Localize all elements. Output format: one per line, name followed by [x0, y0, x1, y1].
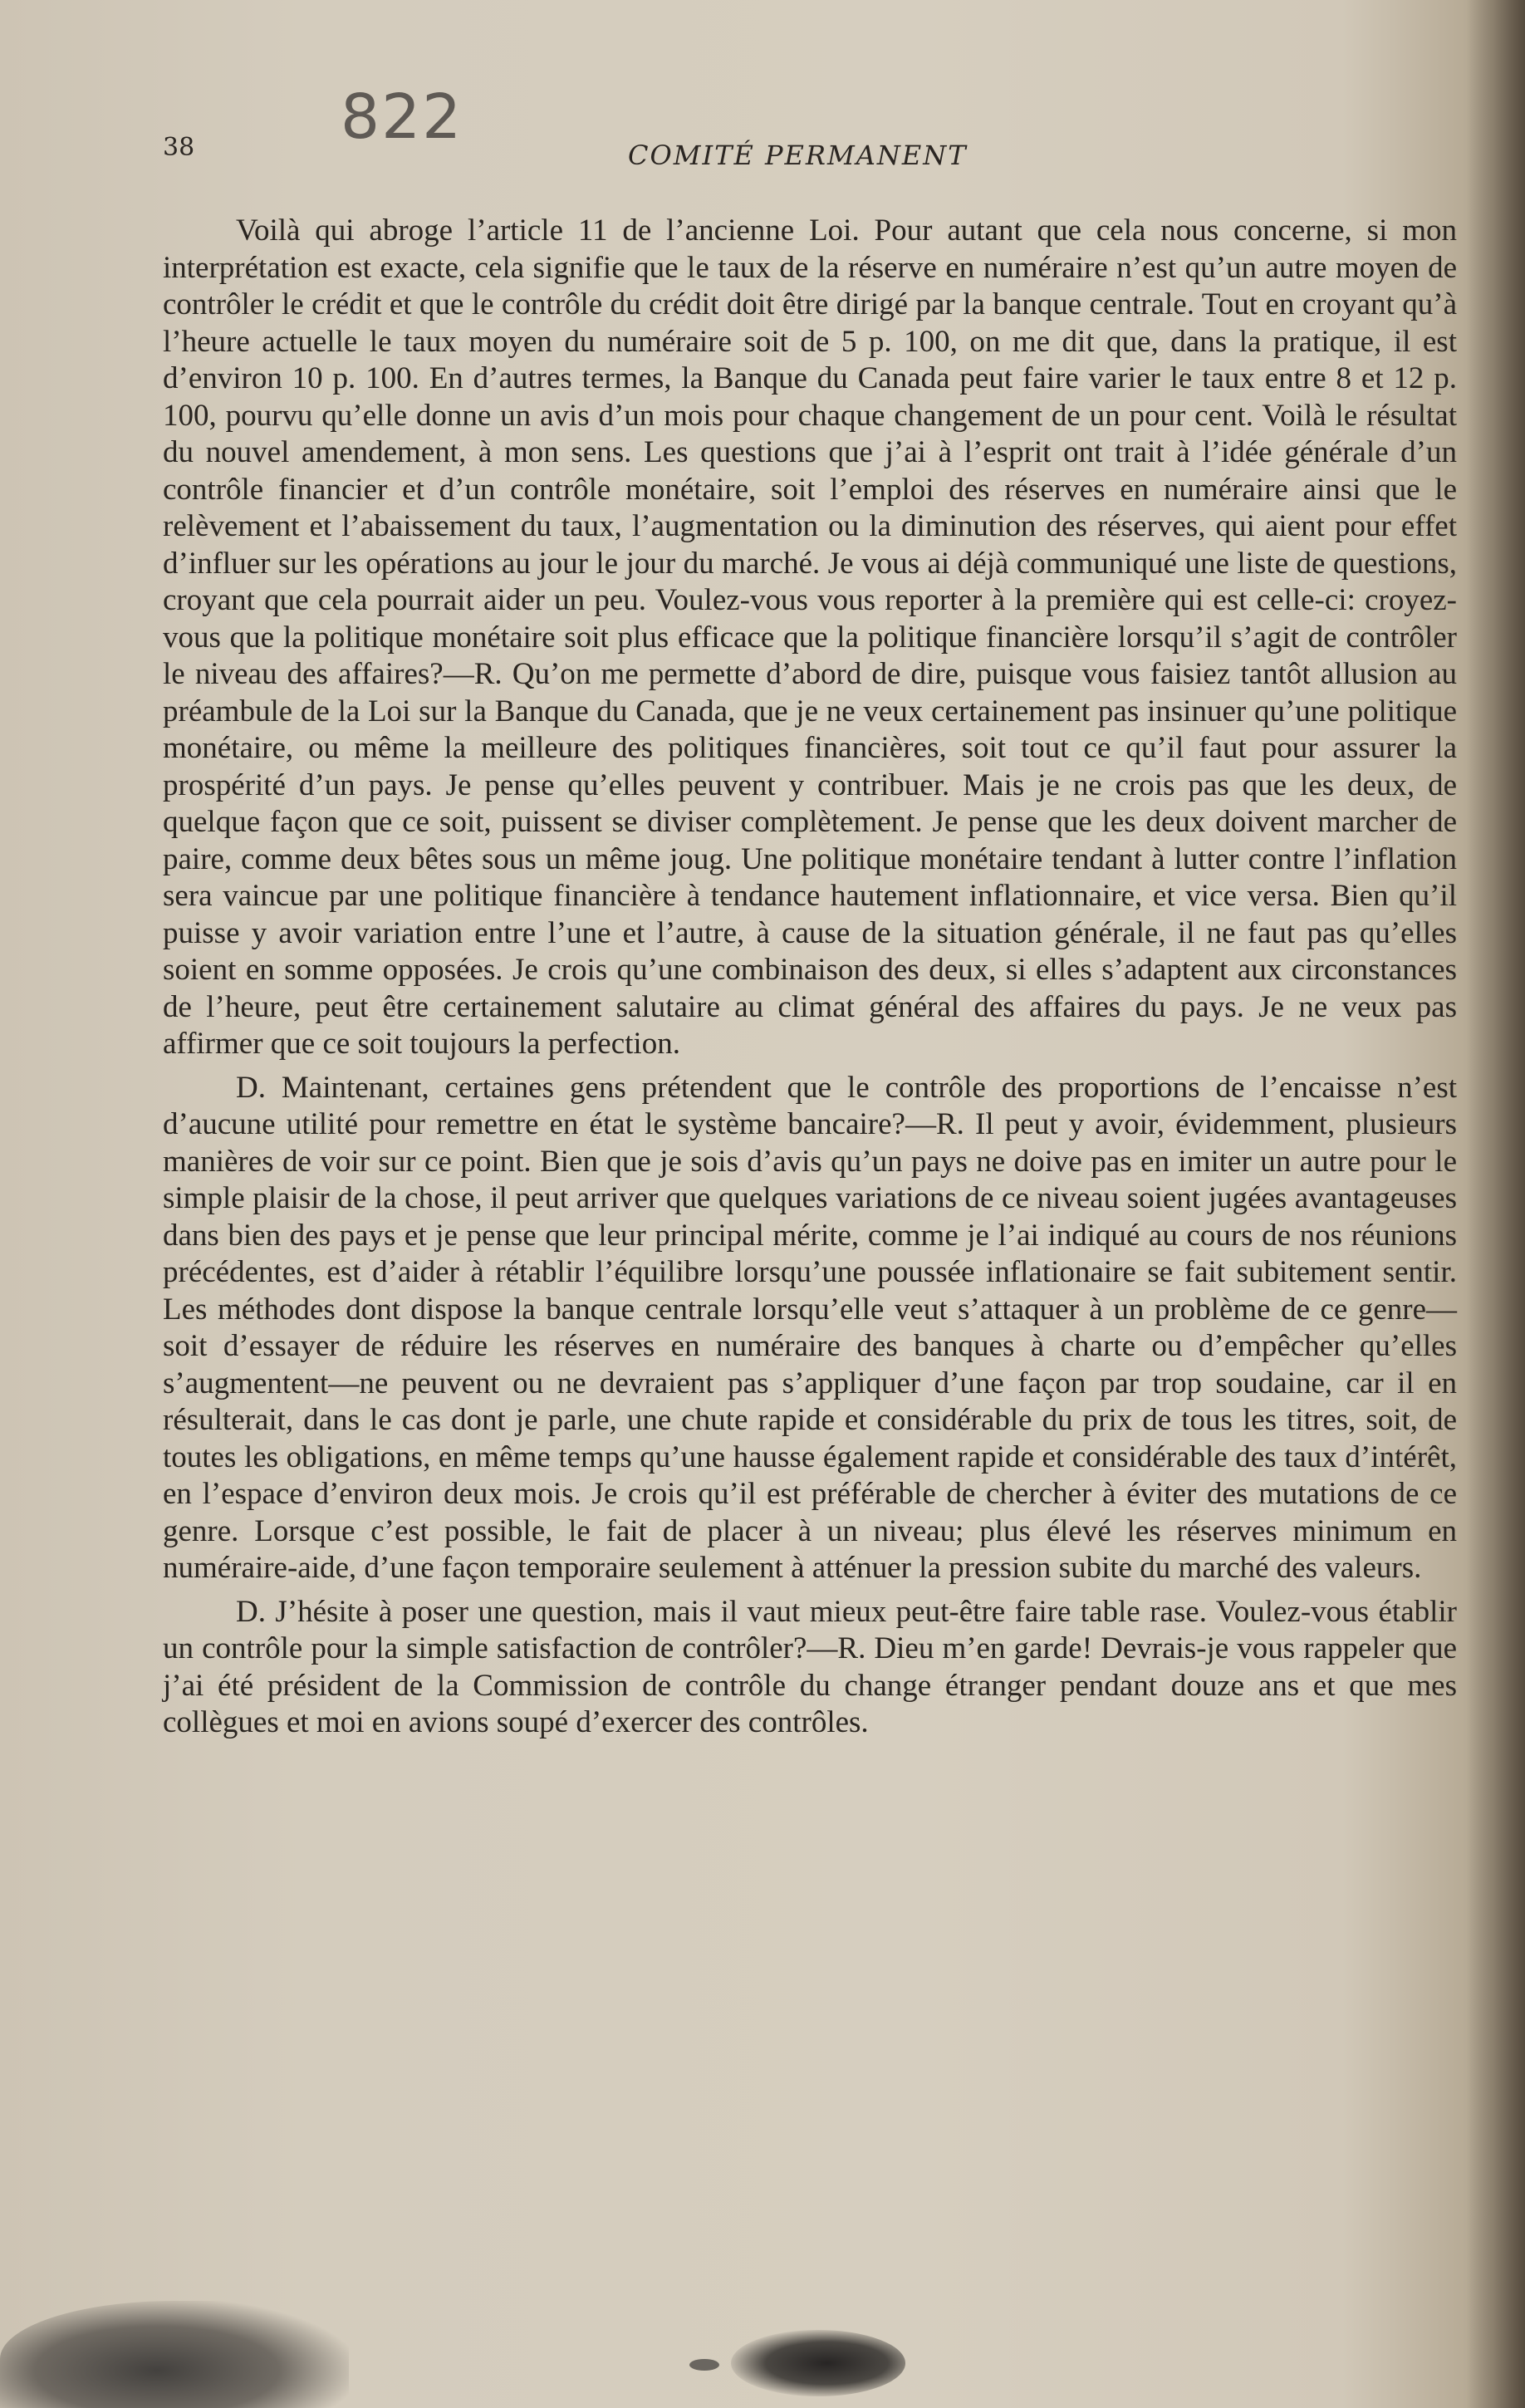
- body-text: [163, 213, 1457, 1748]
- paragraph-3: D. J’hésite à poser une question, mais il vaut mieux peut-être faire table rase. Voulez-vous établir un contrôle pour la simple satisfaction de contrôler?—R. Dieu m’en garde! Devrais-je vous rappeler que j’ai été président de la Commission de contrôle du change étranger pendant douze ans et que mes collègues et moi en avions soupé d’exercer des contrôles.: [163, 1594, 1457, 1739]
- paragraph-2: D. Maintenant, certaines gens prétendent que le contrôle des proportions de l’encaisse n’est d’aucune utilité pour remettre en état le système bancaire?—R. Il peut y avoir, évidemment, plusieurs manières de voir sur ce point. Bien que je sois d’avis qu’un pays ne doive pas en imiter un autre pour le simple plaisir de la chose, il peut arriver que quelques variations de ce niveau soient jugées avantageuses dans bien des pays et je pense que leur principal mérite, comme je l’ai indiqué au cours de nos réunions précédentes, est d’aider à rétablir l’équilibre lorsqu’une poussée inflationaire se fait subitement sentir. Les méthodes dont dispose la banque centrale lorsqu’elle veut s’attaquer à un problème de ce genre—soit d’essayer de réduire les réserves en numéraire des banques à charte ou d’empêcher qu’elles s’augmentent—ne peuvent ou ne devraient pas s’appliquer d’une façon par trop soudaine, car il en résulterait, dans le cas dont je parle, une chute rapide et considérable du prix de tous les titres, soit, de toutes les obligations, en même temps qu’une hausse également rapide et considérable des taux d’intérêt, en l’espace d’environ deux mois. Je crois qu’il est préférable de chercher à éviter des mutations de ce genre. Lorsque c’est possible, le fait de placer à un niveau; plus élevé les réserves minimum en numéraire-aide, d’une façon temporaire seulement à atténuer la pression subite du marché des valeurs.: [163, 1070, 1457, 1585]
- binding-shadow: [1467, 0, 1525, 2408]
- ink-smudge-center: [731, 2330, 905, 2396]
- stamped-page-number: 822: [341, 81, 463, 153]
- page-number: 38: [163, 133, 195, 162]
- paragraph-1: Voilà qui abroge l’article 11 de l’ancienne Loi. Pour autant que cela nous concerne, si mon interprétation est exacte, cela signifie que le taux de la réserve en numéraire n’est qu’un autre moyen de contrôler le crédit et que le contrôle du crédit doit être dirigé par la banque centrale. Tout en croyant qu’à l’heure actuelle le taux moyen du numéraire soit de 5 p. 100, on me dit que, dans la pratique, il est d’environ 10 p. 100. En d’autres termes, la Banque du Canada peut faire varier le taux entre 8 et 12 p. 100, pourvu qu’elle donne un avis d’un mois pour chaque changement de un pour cent. Voilà le résultat du nouvel amendement, à mon sens. Les questions que j’ai à l’esprit ont trait à l’idée générale d’un contrôle financier et d’un contrôle monétaire, soit l’emploi des réserves en numéraire ainsi que le relèvement et l’abaissement du taux, l’augmentation ou la diminution des réserves, qui aient pour effet d’influer sur les opérations au jour le jour du marché. Je vous ai déjà communiqué une liste de questions, croyant que cela pourrait aider un peu. Voulez-vous vous reporter à la première qui est celle-ci: croyez-vous que la politique monétaire soit plus efficace que la politique financière lorsqu’il s’agit de contrôler le niveau des affaires?—R. Qu’on me permette d’abord de dire, puisque vous faisiez tantôt allusion au préambule de la Loi sur la Banque du Canada, que je ne veux certainement pas insinuer qu’une politique monétaire, ou même la meilleure des politiques financières, soit tout ce qu’il faut pour assurer la prospérité d’un pays. Je pense qu’elles peuvent y contribuer. Mais je ne crois pas que les deux, de quelque façon que ce soit, puissent se diviser complètement. Je pense que les deux doivent marcher de paire, comme deux bêtes sous un même joug. Une politique monétaire tendant à lutter contre l’inflation sera vaincue par une politique financière à tendance hautement inflationnaire, et vice versa. Bien qu’il puisse y avoir variation entre l’une et l’autre, à cause de la situation générale, il ne faut pas qu’elles soient en somme opposées. Je crois qu’une combinaison des deux, si elles s’adaptent aux circonstances de l’heure, peut être certainement salutaire au climat général des affaires du pays. Je ne veux pas affirmer que ce soit toujours la perfection.: [163, 213, 1457, 1061]
- running-head: COMITÉ PERMANENT: [628, 140, 968, 171]
- ink-smudge-dot: [689, 2359, 719, 2371]
- ink-smudge-left: [0, 2301, 349, 2408]
